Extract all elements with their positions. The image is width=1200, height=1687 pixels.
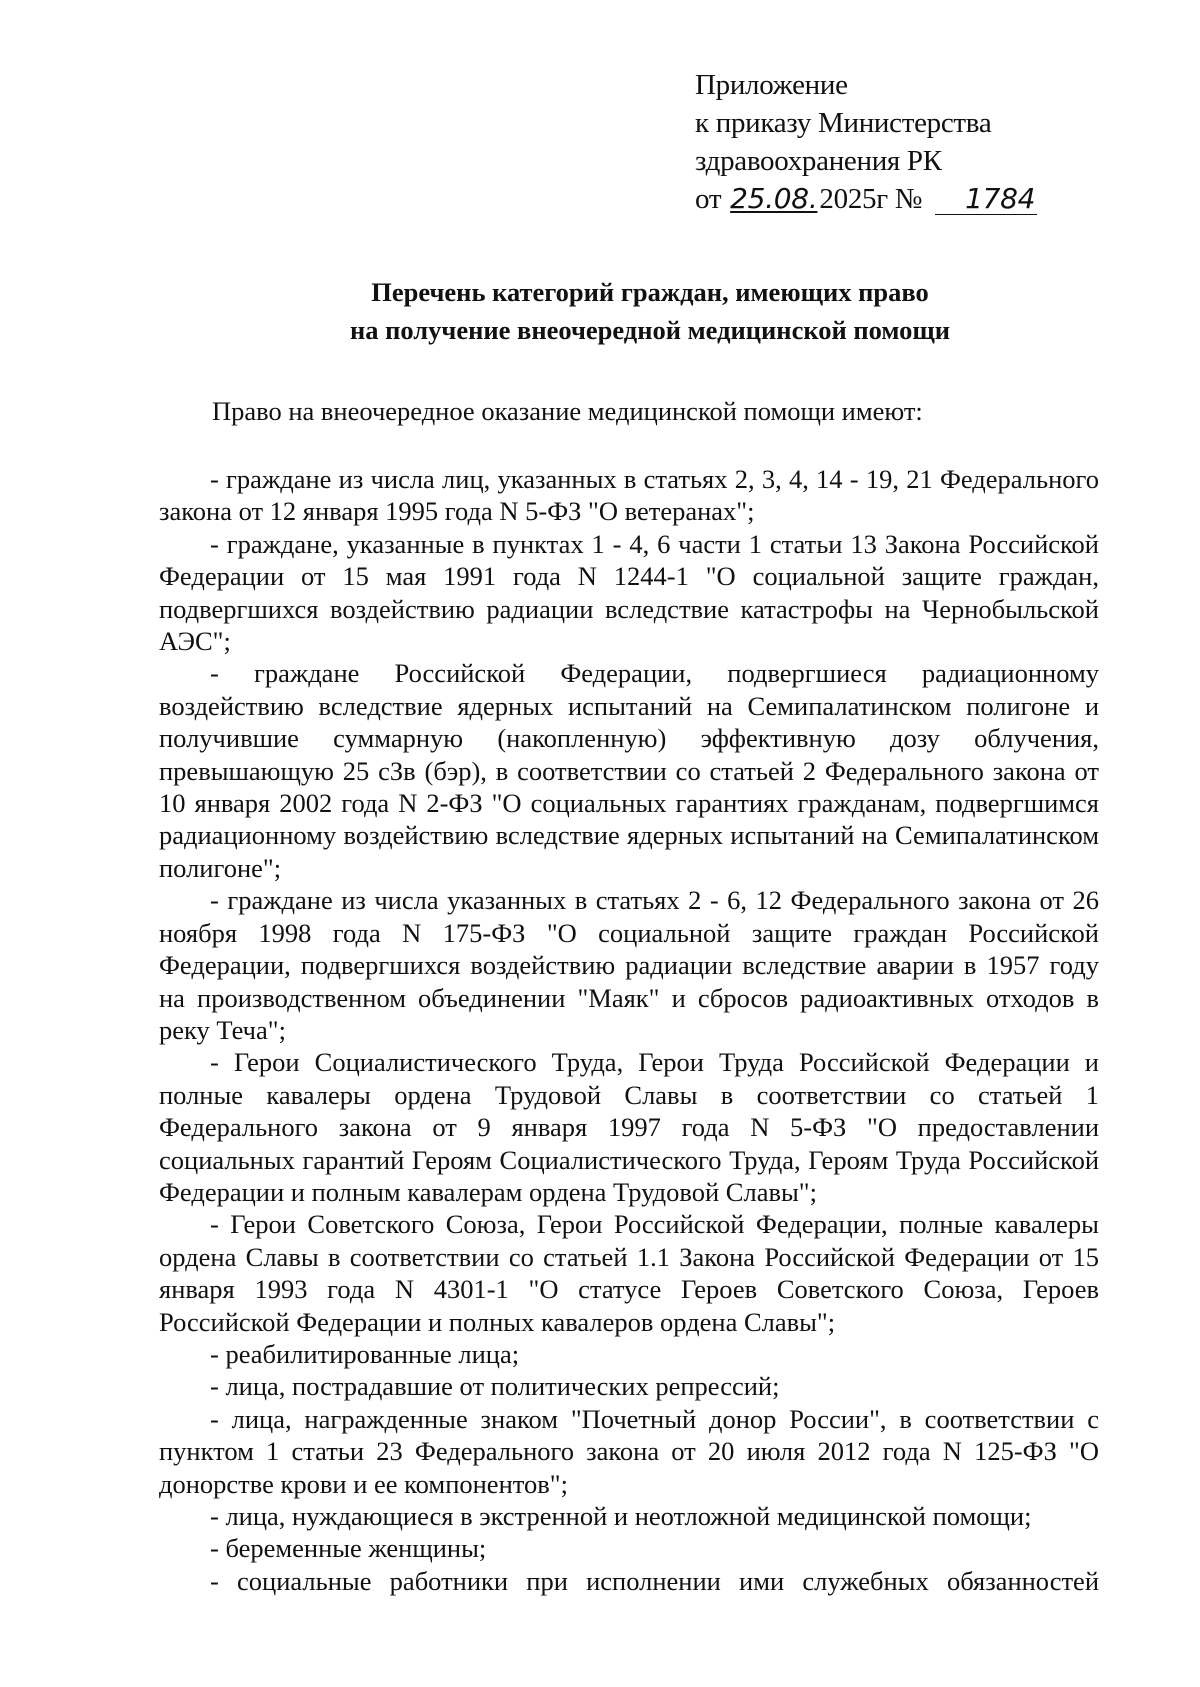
list-item: - граждане из числа указанных в статьях 2 - 6, 12 Федерального закона от 26 ноября 1998 года N 175-ФЗ "О социальной защите граждан Российской Федерации, подвергшихся воздействию радиации вследствие аварии в 1957 году на производственном объединении "Маяк" и сбросов радиоактивных отходов в реку Теча"; xyxy=(159,885,1099,1045)
list-item: - социальные работники при исполнении ими служебных обязанностей xyxy=(210,1565,1099,1596)
appendix-line-2: к приказу Министерства xyxy=(695,107,992,139)
list-item: - граждане, указанные в пунктах 1 - 4, 6 части 1 статьи 13 Закона Российской Федерации от 15 мая 1991 года N 1244-1 "О социальной защите граждан, подвергшихся воздействию радиации вследствие катастрофы на Чернобыльской АЭС"; xyxy=(159,528,1099,657)
appendix-line-3: здравоохранения РК xyxy=(695,145,942,177)
date-prefix: от xyxy=(695,183,722,215)
list-item: - Герои Советского Союза, Герои Российской Федерации, полные кавалеры ордена Славы в соответствии со статьей 1.1 Закона Российской Федерации от 15 января 1993 года N 4301-1 "О статусе Героев Советского Союза, Героев Российской Федерации и полных кавалеров ордена Славы"; xyxy=(159,1209,1099,1337)
title-line-2: на получение внеочередной медицинской помощи xyxy=(349,315,950,345)
list-item: - граждане из числа лиц, указанных в статьях 2, 3, 4, 14 - 19, 21 Федерального закона от 12 января 1995 года N 5-ФЗ "О ветеранах"; xyxy=(159,464,1099,527)
handwritten-date: 25.08. xyxy=(730,182,818,215)
list-item: - лица, награжденные знаком "Почетный донор России", в соответствии с пунктом 1 статьи 23 Федерального закона от 20 июля 2012 года N 125-ФЗ "О донорстве крови и ее компонентов"; xyxy=(159,1403,1099,1499)
document-title xyxy=(150,273,1150,349)
list-item: - лица, нуждающиеся в экстренной и неотложной медицинской помощи; xyxy=(210,1501,1032,1531)
list-item: - беременные женщины; xyxy=(210,1533,487,1564)
handwritten-order-number: 1784 xyxy=(935,184,1037,215)
list-item: - реабилитированные лица; xyxy=(210,1338,520,1369)
title-line-1: Перечень категорий граждан, имеющих право xyxy=(371,277,929,307)
list-item: - Герои Социалистического Труда, Герои Труда Российской Федерации и полные кавалеры ордена Трудовой Славы в соответствии со статьей 1 Федерального закона от 9 января 1997 года N 5-ФЗ "О предоставлении социальных гарантий Героям Социалистического Труда, Героям Труда Российской Федерации и полным кавалерам ордена Трудовой Славы"; xyxy=(159,1047,1099,1207)
list-item: - граждане Российской Федерации, подвергшиеся радиационному воздействию вследствие ядерных испытаний на Семипалатинском полигоне и получившие суммарную (накопленную) эффективную дозу облучения, превышающую 25 сЗв (бэр), в соответствии со статьей 2 Федерального закона от 10 января 2002 года N 2-ФЗ "О социальных гарантиях гражданам, подвергшимся радиационному воздействию вследствие ядерных испытаний на Семипалатинском полигоне"; xyxy=(159,658,1099,883)
categories-list xyxy=(159,463,1099,1597)
order-date-line xyxy=(695,180,1037,218)
appendix-header xyxy=(695,66,1037,218)
date-suffix: 2025г № xyxy=(819,183,923,215)
intro-paragraph: Право на внеочередное оказание медицинской помощи имеют: xyxy=(212,396,923,426)
appendix-line-1: Приложение xyxy=(695,69,848,101)
list-item: - лица, пострадавшие от политических репрессий; xyxy=(210,1371,780,1402)
